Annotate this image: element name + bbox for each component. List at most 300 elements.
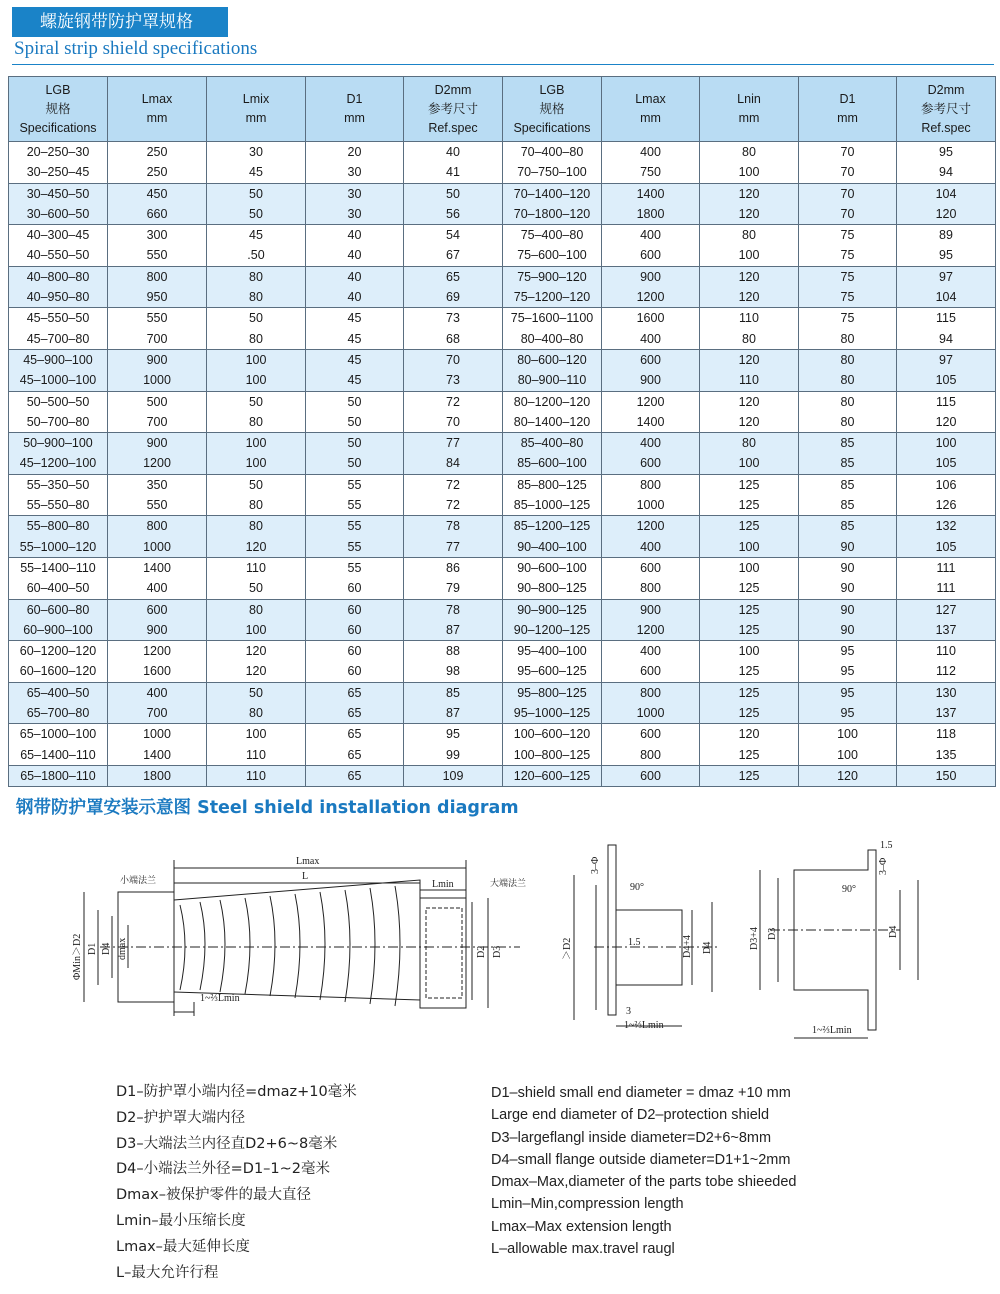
label-d4-small: D4 — [702, 941, 713, 954]
table-cell: 75 — [799, 308, 897, 329]
label-dim-15-2: 1.5 — [880, 840, 893, 851]
label-lmin-fraction-3: 1~⅔Lmin — [812, 1025, 852, 1036]
table-cell: 95 — [799, 682, 897, 703]
table-row — [9, 183, 996, 204]
table-cell: 111 — [897, 557, 996, 578]
table-cell: 84 — [404, 453, 503, 474]
table-row — [9, 703, 996, 724]
label-d4-large: D4 — [888, 925, 899, 938]
label-d2: D2 — [476, 945, 487, 958]
legend-english — [491, 1082, 796, 1260]
table-cell: 70–400–80 — [503, 142, 602, 163]
table-cell: 45–700–80 — [9, 329, 108, 350]
label-large-flange: 大端法兰 — [490, 879, 527, 889]
table-cell: 50–700–80 — [9, 412, 108, 433]
table-cell: 100 — [207, 433, 306, 454]
table-cell: 90 — [799, 537, 897, 558]
installation-diagram — [0, 830, 1000, 1055]
table-cell: 900 — [108, 620, 207, 641]
table-row — [9, 162, 996, 183]
table-cell: 85 — [799, 474, 897, 495]
table-cell: 90 — [799, 620, 897, 641]
table-cell: 75 — [799, 287, 897, 308]
table-cell: 70 — [799, 204, 897, 225]
table-cell: 120 — [207, 537, 306, 558]
table-cell: 120 — [700, 204, 799, 225]
table-cell: 55–1000–120 — [9, 537, 108, 558]
table-cell: 55–550–80 — [9, 495, 108, 516]
legend-cn-item: Dmax–被保护零件的最大直径 — [116, 1187, 312, 1204]
table-cell: 55 — [306, 537, 404, 558]
label-dim-15-1: 1.5 — [628, 937, 641, 948]
diagram-title: 钢带防护罩安装示意图 Steel shield installation diagram — [16, 798, 519, 818]
table-cell: 75 — [799, 245, 897, 266]
table-row — [9, 349, 996, 370]
large-flange-shape — [420, 898, 466, 1008]
table-cell: 400 — [602, 142, 700, 163]
header-lgb: LGB 规格 Specifications — [9, 77, 108, 142]
table-cell: 70–1800–120 — [503, 204, 602, 225]
table-cell: 77 — [404, 433, 503, 454]
table-cell: 60 — [306, 661, 404, 682]
table-cell: 600 — [602, 245, 700, 266]
table-cell: 70 — [799, 142, 897, 163]
table-row — [9, 745, 996, 766]
table-cell: 45–900–100 — [9, 349, 108, 370]
table-cell: 75–1200–120 — [503, 287, 602, 308]
table-cell: 60 — [306, 599, 404, 620]
table-cell: 85–600–100 — [503, 453, 602, 474]
table-cell: 100 — [799, 745, 897, 766]
table-cell: 68 — [404, 329, 503, 350]
table-cell: 80–600–120 — [503, 349, 602, 370]
table-row — [9, 412, 996, 433]
table-cell: 1400 — [108, 745, 207, 766]
table-cell: 50 — [404, 183, 503, 204]
table-cell: 550 — [108, 308, 207, 329]
table-cell: 1600 — [602, 308, 700, 329]
table-cell: 40–550–50 — [9, 245, 108, 266]
table-cell: 125 — [700, 599, 799, 620]
table-cell: 40–950–80 — [9, 287, 108, 308]
table-cell: 80 — [799, 329, 897, 350]
label-gt-d2: ＞D2 — [562, 937, 573, 960]
table-cell: 1000 — [602, 703, 700, 724]
table-cell: 50 — [207, 204, 306, 225]
table-cell: 110 — [207, 765, 306, 786]
table-cell: 400 — [602, 329, 700, 350]
table-cell: 100 — [207, 453, 306, 474]
table-row — [9, 287, 996, 308]
table-cell: 600 — [602, 765, 700, 786]
table-cell: 115 — [897, 391, 996, 412]
table-cell: 55 — [306, 495, 404, 516]
table-row — [9, 453, 996, 474]
table-cell: 80 — [700, 225, 799, 246]
table-cell: 120 — [700, 391, 799, 412]
table-cell: 118 — [897, 724, 996, 745]
english-title: Spiral strip shield specifications — [14, 38, 258, 59]
label-angle-2: 90° — [842, 884, 856, 895]
table-cell: 55–800–80 — [9, 516, 108, 537]
table-cell: 900 — [602, 370, 700, 391]
label-phi-min: ΦMin＞D2 — [72, 933, 83, 980]
table-cell: 80 — [799, 412, 897, 433]
table-cell: 125 — [700, 682, 799, 703]
table-cell: 60–400–50 — [9, 578, 108, 599]
table-cell: 1200 — [602, 391, 700, 412]
table-cell: 800 — [602, 474, 700, 495]
table-cell: 600 — [108, 599, 207, 620]
table-cell: 40 — [306, 245, 404, 266]
table-cell: 50 — [306, 453, 404, 474]
table-cell: 600 — [602, 724, 700, 745]
table-row — [9, 641, 996, 662]
table-cell: 65–1800–110 — [9, 765, 108, 786]
table-cell: 55 — [306, 516, 404, 537]
large-flange-inner — [426, 908, 462, 998]
table-cell: 800 — [602, 745, 700, 766]
table-cell: 100 — [207, 349, 306, 370]
table-cell: 30–600–50 — [9, 204, 108, 225]
table-cell: 80–900–110 — [503, 370, 602, 391]
small-flange-section — [608, 845, 682, 1015]
table-cell: 100–600–120 — [503, 724, 602, 745]
table-cell: 400 — [108, 578, 207, 599]
table-cell: 80 — [207, 287, 306, 308]
table-row — [9, 620, 996, 641]
table-cell: 75–600–100 — [503, 245, 602, 266]
table-cell: 600 — [602, 661, 700, 682]
label-d4: D4 — [101, 942, 112, 955]
legend-cn-item: Lmax–最大延伸长度 — [116, 1238, 250, 1255]
table-cell: 120 — [207, 641, 306, 662]
legend-cn-item: D3–大端法兰内径直D2+6~8毫米 — [116, 1135, 338, 1152]
table-cell: 110 — [207, 745, 306, 766]
label-d3-large: D3 — [767, 927, 778, 940]
table-cell: 100 — [799, 724, 897, 745]
table-cell: 45–550–50 — [9, 308, 108, 329]
table-cell: 88 — [404, 641, 503, 662]
header-lmix: Lmix mm — [207, 77, 306, 142]
header-lgb-right: LGB 规格 Specifications — [503, 77, 602, 142]
table-cell: 50–500–50 — [9, 391, 108, 412]
table-cell: 1000 — [108, 537, 207, 558]
table-row — [9, 266, 996, 287]
table-cell: 75 — [799, 225, 897, 246]
legend-en-item: Lmax–Max extension length — [491, 1218, 672, 1235]
table-cell: 85 — [799, 453, 897, 474]
large-flange-section — [794, 850, 876, 1030]
table-cell: 95 — [404, 724, 503, 745]
table-cell: 65 — [306, 703, 404, 724]
table-cell: 120 — [700, 349, 799, 370]
table-cell: 125 — [700, 745, 799, 766]
table-cell: 90–900–125 — [503, 599, 602, 620]
table-cell: 1200 — [108, 641, 207, 662]
table-cell: 30 — [207, 142, 306, 163]
table-cell: 120 — [897, 204, 996, 225]
table-cell: 109 — [404, 765, 503, 786]
table-row — [9, 391, 996, 412]
table-cell: 95 — [799, 703, 897, 724]
table-cell: 77 — [404, 537, 503, 558]
table-cell: 120 — [207, 661, 306, 682]
table-row — [9, 245, 996, 266]
table-cell: 1400 — [602, 412, 700, 433]
table-cell: 105 — [897, 370, 996, 391]
table-cell: 95–1000–125 — [503, 703, 602, 724]
table-cell: 1800 — [602, 204, 700, 225]
table-cell: 100 — [897, 433, 996, 454]
table-cell: 45 — [306, 329, 404, 350]
label-three-phi-1: 3–Φ — [590, 856, 601, 874]
table-row — [9, 474, 996, 495]
table-row — [9, 225, 996, 246]
label-small-flange: 小端法兰 — [120, 876, 157, 886]
table-row — [9, 557, 996, 578]
table-cell: 70 — [404, 349, 503, 370]
table-cell: 65 — [306, 745, 404, 766]
table-cell: 78 — [404, 516, 503, 537]
table-cell: 60–1200–120 — [9, 641, 108, 662]
table-cell: 100 — [700, 641, 799, 662]
table-cell: 45 — [207, 162, 306, 183]
legend-en-item: D4–small flange outside diameter=D1+1~2mm — [491, 1151, 791, 1168]
table-cell: 125 — [700, 661, 799, 682]
table-cell: 100 — [700, 537, 799, 558]
header-d1: D1 mm — [306, 77, 404, 142]
table-cell: 125 — [700, 578, 799, 599]
label-l: L — [302, 871, 309, 882]
label-lmax: Lmax — [296, 856, 320, 867]
table-cell: 1200 — [602, 620, 700, 641]
table-cell: 73 — [404, 308, 503, 329]
table-cell: 135 — [897, 745, 996, 766]
table-cell: 90 — [799, 578, 897, 599]
table-cell: 900 — [108, 433, 207, 454]
table-cell: 104 — [897, 287, 996, 308]
legend-en-item: D3–largeflangl inside diameter=D2+6~8mm — [491, 1129, 772, 1146]
label-d3-4: D3+4 — [749, 927, 760, 950]
label-three-phi-2: 3–Φ — [878, 857, 889, 875]
table-cell: 100–800–125 — [503, 745, 602, 766]
table-cell: 1000 — [602, 495, 700, 516]
table-cell: 72 — [404, 391, 503, 412]
spiral-strip-lines — [180, 886, 400, 1006]
table-cell: 60 — [306, 620, 404, 641]
table-cell: 50 — [207, 682, 306, 703]
table-cell: 1200 — [602, 516, 700, 537]
table-cell: 60 — [306, 578, 404, 599]
table-cell: 78 — [404, 599, 503, 620]
table-cell: 86 — [404, 557, 503, 578]
header-lnin-right: Lnin mm — [700, 77, 799, 142]
legend-en-item: Dmax–Max,diameter of the parts tobe shieeded — [491, 1174, 797, 1191]
table-cell: 80–1400–120 — [503, 412, 602, 433]
table-cell: 65 — [404, 266, 503, 287]
table-cell: 20 — [306, 142, 404, 163]
table-cell: 55 — [306, 474, 404, 495]
table-cell: 50–900–100 — [9, 433, 108, 454]
table-cell: 65–1000–100 — [9, 724, 108, 745]
table-cell: 100 — [700, 162, 799, 183]
table-cell: 97 — [897, 349, 996, 370]
table-cell: 30–450–50 — [9, 183, 108, 204]
table-cell: 100 — [700, 245, 799, 266]
table-cell: 500 — [108, 391, 207, 412]
table-cell: 400 — [108, 682, 207, 703]
table-row — [9, 495, 996, 516]
table-cell: 950 — [108, 287, 207, 308]
label-lmin: Lmin — [432, 879, 454, 890]
table-header-row — [9, 77, 996, 142]
label-lmin-fraction-2: 1~⅔Lmin — [624, 1020, 664, 1031]
table-cell: 1000 — [108, 370, 207, 391]
label-d1: D1 — [87, 942, 98, 955]
table-cell: 800 — [602, 682, 700, 703]
table-row — [9, 682, 996, 703]
table-cell: 72 — [404, 474, 503, 495]
table-row — [9, 204, 996, 225]
table-cell: 60–1600–120 — [9, 661, 108, 682]
table-cell: 1800 — [108, 765, 207, 786]
table-cell: 75 — [799, 266, 897, 287]
table-cell: 79 — [404, 578, 503, 599]
table-cell: 75–1600–1100 — [503, 308, 602, 329]
header-d1-right: D1 mm — [799, 77, 897, 142]
table-cell: 600 — [602, 453, 700, 474]
table-row — [9, 329, 996, 350]
table-cell: 60 — [306, 641, 404, 662]
table-cell: 80 — [207, 516, 306, 537]
table-cell: 400 — [602, 433, 700, 454]
table-cell: 45 — [306, 370, 404, 391]
table-cell: 60–600–80 — [9, 599, 108, 620]
header-d2: D2mm 参考尺寸 Ref.spec — [404, 77, 503, 142]
table-cell: 125 — [700, 703, 799, 724]
table-cell: 400 — [602, 225, 700, 246]
table-cell: 900 — [602, 266, 700, 287]
table-cell: 125 — [700, 495, 799, 516]
table-cell: 110 — [700, 308, 799, 329]
table-cell: 106 — [897, 474, 996, 495]
legend-en-item: Lmin–Min,compression length — [491, 1196, 684, 1213]
table-cell: 137 — [897, 703, 996, 724]
table-cell: 112 — [897, 661, 996, 682]
table-cell: 600 — [602, 557, 700, 578]
label-dim-3: 3 — [626, 1006, 631, 1017]
table-cell: 85 — [799, 516, 897, 537]
table-cell: 30–250–45 — [9, 162, 108, 183]
table-cell: 65–1400–110 — [9, 745, 108, 766]
table-cell: 85 — [404, 682, 503, 703]
table-cell: 50 — [207, 308, 306, 329]
table-row — [9, 724, 996, 745]
legend-cn-item: L–最大允许行程 — [116, 1264, 219, 1281]
table-cell: 50 — [207, 578, 306, 599]
table-cell: 95 — [897, 245, 996, 266]
chinese-title-banner: 螺旋钢带防护罩规格 — [12, 7, 228, 37]
table-cell: 95 — [897, 142, 996, 163]
table-cell: 750 — [602, 162, 700, 183]
table-cell: 1200 — [108, 453, 207, 474]
table-cell: 95 — [799, 661, 897, 682]
table-cell: 130 — [897, 682, 996, 703]
table-row — [9, 142, 996, 163]
table-cell: 120 — [799, 765, 897, 786]
table-cell: 900 — [108, 349, 207, 370]
table-cell: 800 — [602, 578, 700, 599]
table-cell: 80 — [207, 495, 306, 516]
table-cell: 80 — [799, 391, 897, 412]
table-cell: 87 — [404, 703, 503, 724]
table-cell: 45 — [306, 308, 404, 329]
table-cell: 120 — [700, 287, 799, 308]
table-cell: 95–600–125 — [503, 661, 602, 682]
legend-cn-item: D4–小端法兰外径=D1–1~2毫米 — [116, 1161, 331, 1178]
table-cell: 111 — [897, 578, 996, 599]
table-cell: 800 — [108, 266, 207, 287]
table-cell: 90–400–100 — [503, 537, 602, 558]
table-cell: 80–1200–120 — [503, 391, 602, 412]
table-cell: 85–800–125 — [503, 474, 602, 495]
table-cell: 660 — [108, 204, 207, 225]
table-cell: 95–800–125 — [503, 682, 602, 703]
table-cell: 50 — [306, 412, 404, 433]
table-cell: 900 — [602, 599, 700, 620]
table-cell: 40 — [306, 225, 404, 246]
header-lmax-right: Lmax mm — [602, 77, 700, 142]
table-cell: 110 — [897, 641, 996, 662]
table-cell: 50 — [207, 474, 306, 495]
table-cell: 75–900–120 — [503, 266, 602, 287]
table-cell: .50 — [207, 245, 306, 266]
table-cell: 80 — [799, 349, 897, 370]
table-cell: 50 — [306, 391, 404, 412]
table-cell: 80 — [700, 142, 799, 163]
table-cell: 127 — [897, 599, 996, 620]
table-cell: 97 — [897, 266, 996, 287]
table-cell: 20–250–30 — [9, 142, 108, 163]
table-cell: 120 — [897, 412, 996, 433]
table-cell: 120 — [700, 266, 799, 287]
table-cell: 56 — [404, 204, 503, 225]
table-cell: 120 — [700, 183, 799, 204]
table-cell: 30 — [306, 183, 404, 204]
table-cell: 45–1200–100 — [9, 453, 108, 474]
table-cell: 110 — [207, 557, 306, 578]
table-cell: 70–1400–120 — [503, 183, 602, 204]
table-cell: 400 — [602, 641, 700, 662]
table-cell: 120–600–125 — [503, 765, 602, 786]
table-cell: 65–400–50 — [9, 682, 108, 703]
table-cell: 50 — [207, 391, 306, 412]
table-cell: 85 — [799, 495, 897, 516]
table-cell: 100 — [700, 557, 799, 578]
table-cell: 120 — [700, 412, 799, 433]
table-cell: 90–600–100 — [503, 557, 602, 578]
table-cell: 125 — [700, 620, 799, 641]
table-cell: 55–350–50 — [9, 474, 108, 495]
table-cell: 99 — [404, 745, 503, 766]
table-cell: 89 — [897, 225, 996, 246]
table-cell: 1400 — [602, 183, 700, 204]
table-cell: 45–1000–100 — [9, 370, 108, 391]
spec-table — [8, 76, 996, 787]
table-row — [9, 433, 996, 454]
table-cell: 65 — [306, 682, 404, 703]
